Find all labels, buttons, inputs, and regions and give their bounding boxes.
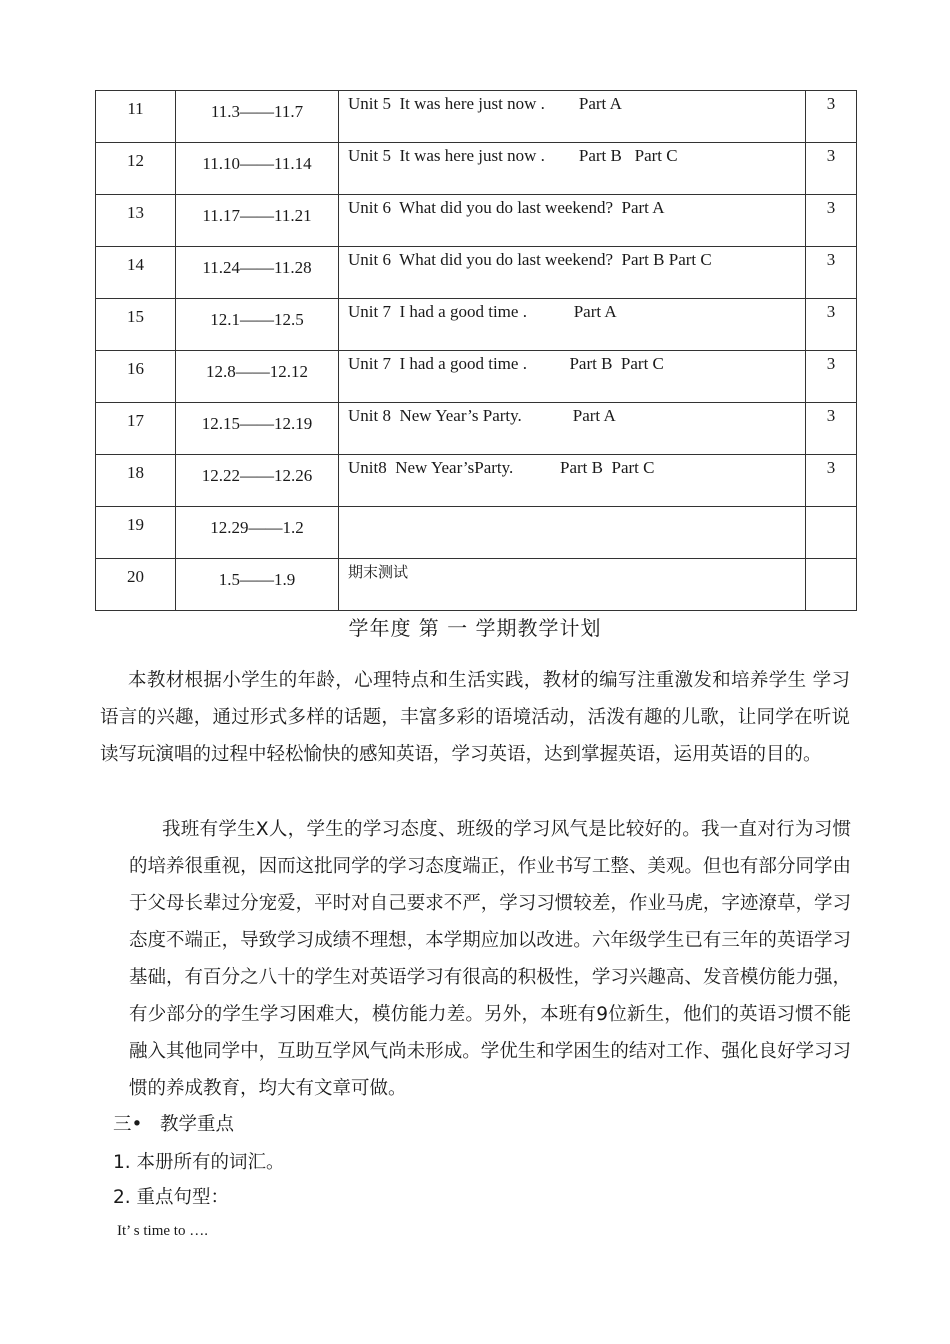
intro-paragraph: 本教材根据小学生的年龄，心理特点和生活实践，教材的编写注重激发和培养学生 学习语言的兴趣，通过形式多样的话题，丰富多彩的语境活动，活泼有趣的儿歌，让同学在听说读写玩演唱的过程中轻松愉快的感知英语，学习英语，达到掌握英语，运用英语的目的。 [100,670,850,765]
week-cell: 20 [96,559,176,611]
week-cell: 11 [96,91,176,143]
plan-title: 学年度 第 一 学期教学计划 [348,616,602,640]
hours-cell: 3 [806,455,857,507]
hours-cell: 3 [806,403,857,455]
dates-cell: 12.1——12.5 [176,299,339,351]
dates-cell: 12.15——12.19 [176,403,339,455]
hours-cell: 3 [806,299,857,351]
class-analysis-paragraph: 我班有学生Ⅹ人，学生的学习态度、班级的学习风气是比较好的。我一直对行为习惯的培养很重视，因而这批同学的学习态度端正，作业书写工整、美观。但也有部分同学由于父母长辈过分宠爱，平时对自己要求不严，学习习惯较差，作业马虎，字迹潦草，学习态度不端正，导致学习成绩不理想，本学期应加以改进。六年级学生已有三年的英语学习基础，有百分之八十的学生对英语学习有很高的积极性，学习兴趣高、发音模仿能力强，有少部分的学生学习困难大，模仿能力差。另外，本班有9位新生，他们的英语习惯不能融入其他同学中，互助互学风气尚未形成。学优生和学困生的结对工作、强化良好学习习惯的养成教育，均大有文章可做。 [129,819,851,1099]
key-point-item-1: 1. 本册所有的词汇。 [113,1152,285,1173]
dates-cell: 11.10——11.14 [176,143,339,195]
content-cell [339,507,806,559]
week-cell: 15 [96,299,176,351]
content-cell: Unit 7 I had a good time . Part A [339,299,806,351]
schedule-row [96,247,857,299]
week-cell: 19 [96,507,176,559]
schedule-body [96,91,857,611]
schedule-row [96,403,857,455]
section-heading-key-points: 三• 教学重点 [113,1114,235,1135]
schedule-row [96,91,857,143]
week-cell: 13 [96,195,176,247]
dates-cell: 12.29——1.2 [176,507,339,559]
hours-cell: 3 [806,143,857,195]
hours-cell [806,559,857,611]
dates-cell: 1.5——1.9 [176,559,339,611]
dates-cell: 11.24——11.28 [176,247,339,299]
content-cell: 期末测试 [339,559,806,611]
key-sentence: It’ s time to …. [117,1223,208,1239]
schedule-row [96,195,857,247]
hours-cell: 3 [806,247,857,299]
dates-cell: 11.3——11.7 [176,91,339,143]
week-cell: 17 [96,403,176,455]
hours-cell [806,507,857,559]
schedule-row [96,455,857,507]
schedule-row [96,299,857,351]
schedule-table [95,90,857,611]
content-cell: Unit 6 What did you do last weekend? Part B Part C [339,247,806,299]
hours-cell: 3 [806,351,857,403]
content-cell: Unit 5 It was here just now . Part A [339,91,806,143]
week-cell: 16 [96,351,176,403]
content-cell: Unit 5 It was here just now . Part B Part C [339,143,806,195]
dates-cell: 12.22——12.26 [176,455,339,507]
hours-cell: 3 [806,91,857,143]
week-cell: 18 [96,455,176,507]
dates-cell: 12.8——12.12 [176,351,339,403]
content-cell: Unit 7 I had a good time . Part B Part C [339,351,806,403]
key-point-item-2: 2. 重点句型： [113,1187,230,1208]
schedule-row [96,507,857,559]
content-cell: Unit8 New Year’sParty. Part B Part C [339,455,806,507]
hours-cell: 3 [806,195,857,247]
week-cell: 12 [96,143,176,195]
schedule-row [96,559,857,611]
content-cell: Unit 8 New Year’s Party. Part A [339,403,806,455]
content-cell: Unit 6 What did you do last weekend? Part A [339,195,806,247]
schedule-row [96,143,857,195]
schedule-row [96,351,857,403]
dates-cell: 11.17——11.21 [176,195,339,247]
week-cell: 14 [96,247,176,299]
